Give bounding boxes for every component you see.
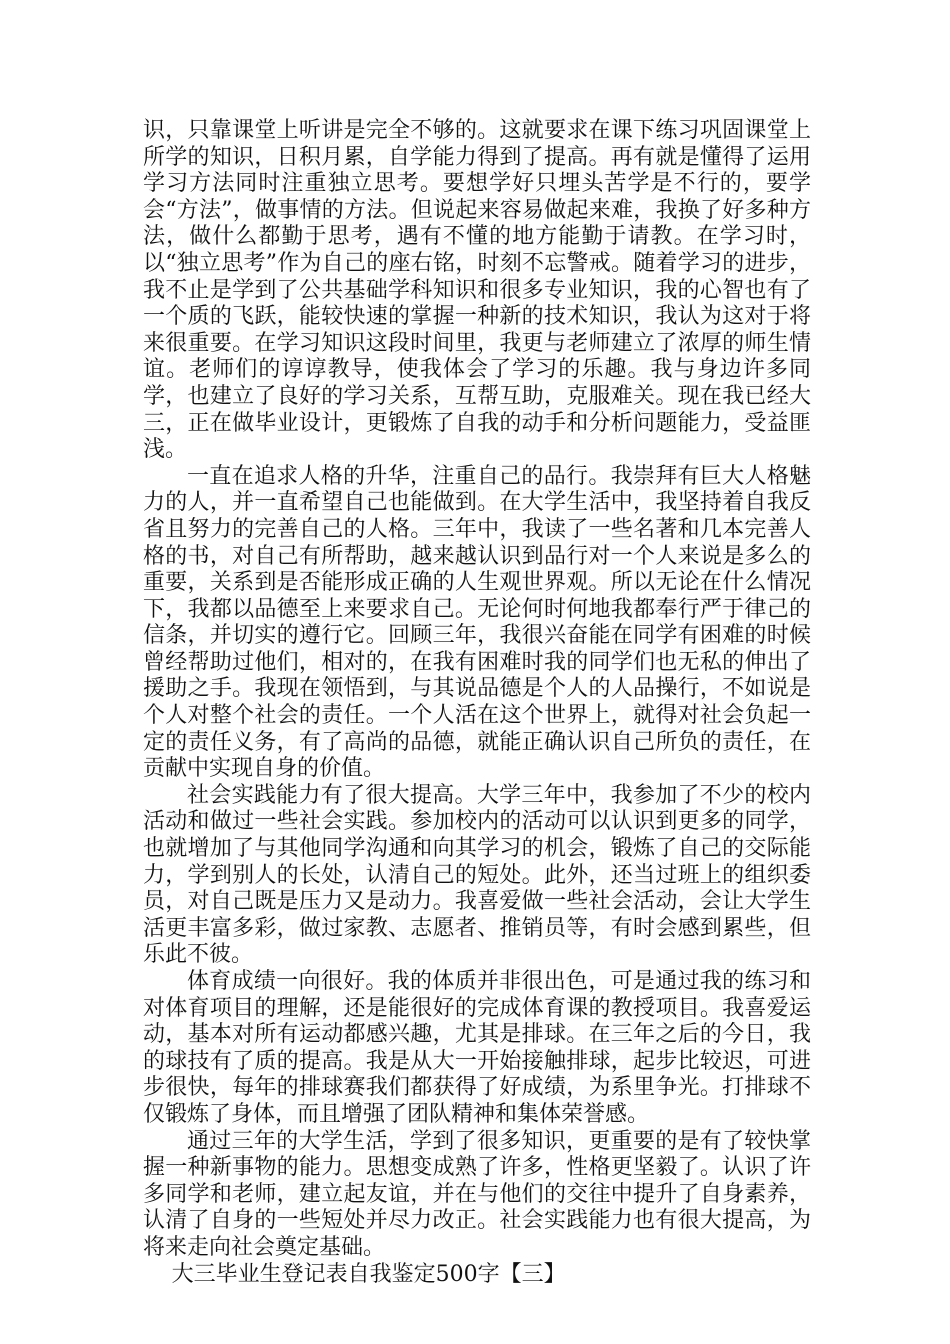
paragraph-summary: 通过三年的大学生活，学到了很多知识，更重要的是有了较快掌握一种新事物的能力。思想变成熟了许多，性格更坚毅了。认识了许多同学和老师，建立起友谊，并在与他们的交往中提升了自身素养，认清了自身的一些短处并尽力改正。社会实践能力也有很大提高，为将来走向社会奠定基础。 (143, 1128, 811, 1260)
paragraph-sports: 体育成绩一向很好。我的体质并非很出色，可是通过我的练习和对体育项目的理解，还是能很好的完成体育课的教授项目。我喜爱运动，基本对所有运动都感兴趣，尤其是排球。在三年之后的今日，我的球技有了质的提高。我是从大一开始接触排球，起步比较迟，可进步很快，每年的排球赛我们都获得了好成绩，为系里争光。打排球不仅锻炼了身体，而且增强了团队精神和集体荣誉感。 (143, 969, 811, 1127)
paragraph-social-practice: 社会实践能力有了很大提高。大学三年中，我参加了不少的校内活动和做过一些社会实践。参加校内的活动可以认识到更多的同学，也就增加了与其他同学沟通和向其学习的机会，锻炼了自己的交际能力，学到别人的长处，认清自己的短处。此外，还当过班上的组织委员，对自己既是压力又是动力。我喜爱做一些社会活动，会让大学生活更丰富多彩，做过家教、志愿者、推销员等，有时会感到累些，但乐此不彼。 (143, 782, 811, 968)
section-heading: 大三毕业生登记表自我鉴定500字【三】 (171, 1261, 566, 1287)
document-body (143, 118, 811, 1288)
paragraph-character: 一直在追求人格的升华，注重自己的品行。我崇拜有巨大人格魅力的人，并一直希望自己也能做到。在大学生活中，我坚持着自我反省且努力的完善自己的人格。三年中，我读了一些名著和几本完善人格的书，对自己有所帮助，越来越认识到品行对一个人来说是多么的重要，关系到是否能形成正确的人生观世界观。所以无论在什么情况下，我都以品德至上来要求自己。无论何时何地我都奉行严于律己的信条，并切实的遵行它。回顾三年，我很兴奋能在同学有困难的时候曾经帮助过他们，相对的，在我有困难时我的同学们也无私的伸出了援助之手。我现在领悟到，与其说品德是个人的人品操行，不如说是个人对整个社会的责任。一个人活在这个世界上，就得对社会负起一定的责任义务，有了高尚的品德，就能正确认识自己所负的责任，在贡献中实现自身的价值。 (143, 463, 811, 782)
paragraph-study: 识，只靠课堂上听讲是完全不够的。这就要求在课下练习巩固课堂上所学的知识，日积月累，自学能力得到了提高。再有就是懂得了运用学习方法同时注重独立思考。要想学好只埋头苦学是不行的，要学会“方法”，做事情的方法。但说起来容易做起来难，我换了好多种方法，做什么都勤于思考，遇有不懂的地方能勤于请教。在学习时，以“独立思考”作为自己的座右铭，时刻不忘警戒。随着学习的进步，我不止是学到了公共基础学科知识和很多专业知识，我的心智也有了一个质的飞跃，能较快速的掌握一种新的技术知识，我认为这对于将来很重要。在学习知识这段时间里，我更与老师建立了浓厚的师生情谊。老师们的谆谆教导，使我体会了学习的乐趣。我与身边许多同学，也建立了良好的学习关系，互帮互助，克服难关。现在我已经大三，正在做毕业设计，更锻炼了自我的动手和分析问题能力，受益匪浅。 (143, 118, 811, 463)
